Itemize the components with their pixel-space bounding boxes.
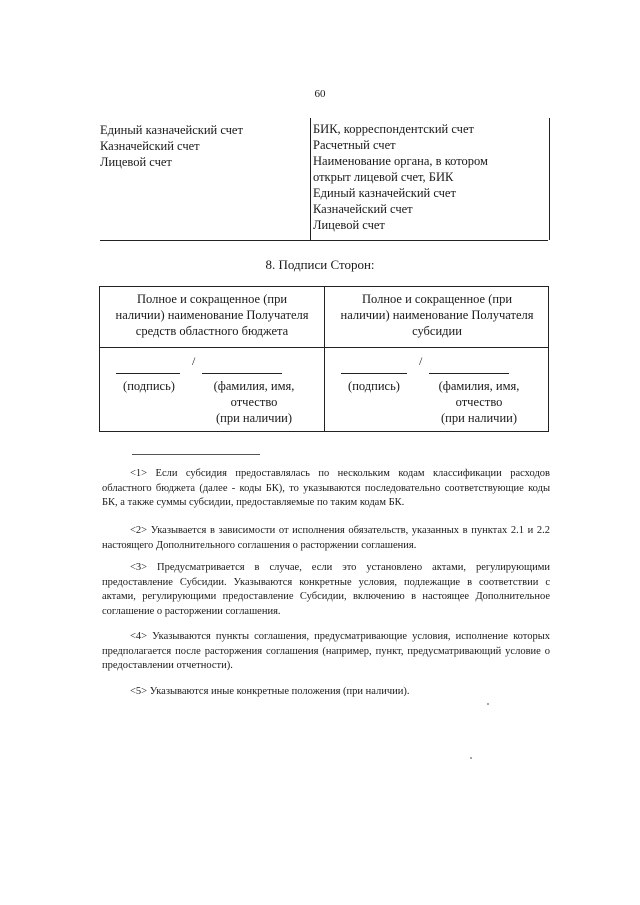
bank-right-line: Единый казначейский счет (313, 186, 456, 200)
bank-left-line: Казначейский счет (100, 139, 200, 153)
page-number: 60 (314, 88, 326, 100)
footnote-4: <4> Указываются пункты соглашения, предусматривающие условия, исполнение которых предполагается после расторжения соглашения (например, пункт, предусматривающий условие о предоставлении отчетности). (102, 631, 550, 671)
right-signature-cell (325, 348, 549, 432)
slash-separator: / (419, 354, 423, 368)
name-label-line: (при наличии) (215, 411, 293, 425)
scan-speck (470, 757, 472, 759)
footnote-divider (132, 454, 260, 455)
bank-details-table (100, 118, 548, 240)
header-line: субсидии (412, 324, 462, 338)
bank-left-line: Лицевой счет (100, 155, 172, 169)
bank-right-line: Казначейский счет (313, 202, 413, 216)
signature-label: (подпись) (348, 379, 400, 393)
name-label-line: (фамилия, имя, (213, 379, 295, 393)
footnote-1: <1> Если субсидия предоставлялась по нескольким кодам классификации расходов областного бюджета (далее - коды БК), то указываются последовательно соответствующие коды БК, а также суммы субсидии, предоставляемые по таким кодам БК. (102, 468, 550, 508)
scan-speck (487, 703, 489, 705)
signature-label: (подпись) (123, 379, 175, 393)
name-label-line: отчество (230, 395, 278, 409)
name-label (198, 378, 310, 426)
bank-left-line: Единый казначейский счет (100, 123, 243, 137)
name-label-line: отчество (455, 395, 503, 409)
section-title: 8. Подписи Сторон: (265, 257, 375, 272)
bank-details-right-column (310, 118, 550, 240)
header-line: Полное и сокращенное (при (361, 292, 513, 306)
footnote-3: <3> Предусматривается в случае, если это установлено актами, регулирующими предоставление Субсидии. Указываются конкретные условия, подлежащие в соответствии с актами, регулирующими предоставление Субсидии, включению в настоящее Дополнительное соглашение о расторжении соглашения. (102, 562, 550, 617)
bank-right-line: открыт лицевой счет, БИК (313, 170, 454, 184)
bank-right-line: Лицевой счет (313, 218, 385, 232)
right-party-header (325, 291, 549, 339)
left-party-header (100, 291, 324, 339)
name-line (202, 373, 282, 374)
bank-details-left-column (100, 118, 308, 240)
signature-line (341, 373, 407, 374)
header-line: средств областного бюджета (135, 324, 289, 338)
bank-table-bottom-border (100, 240, 548, 241)
name-label (423, 378, 535, 426)
signatures-table (99, 286, 549, 432)
bank-right-line: БИК, корреспондентский счет (313, 122, 474, 136)
left-signature-cell (100, 348, 324, 432)
bank-right-line: Расчетный счет (313, 138, 396, 152)
footnote-2: <2> Указывается в зависимости от исполнения обязательств, указанных в пунктах 2.1 и 2.2 настоящего Дополнительного соглашения о расторжении соглашения. (102, 525, 550, 551)
name-line (429, 373, 509, 374)
name-label-line: (при наличии) (440, 411, 518, 425)
bank-right-line: Наименование органа, в котором (313, 154, 488, 168)
header-line: Полное и сокращенное (при (136, 292, 288, 306)
slash-separator: / (192, 354, 196, 368)
name-label-line: (фамилия, имя, (438, 379, 520, 393)
header-line: наличии) наименование Получателя (115, 308, 309, 322)
signature-line (116, 373, 180, 374)
header-line: наличии) наименование Получателя (340, 308, 534, 322)
footnote-5: <5> Указываются иные конкретные положения (при наличии). (130, 686, 410, 697)
